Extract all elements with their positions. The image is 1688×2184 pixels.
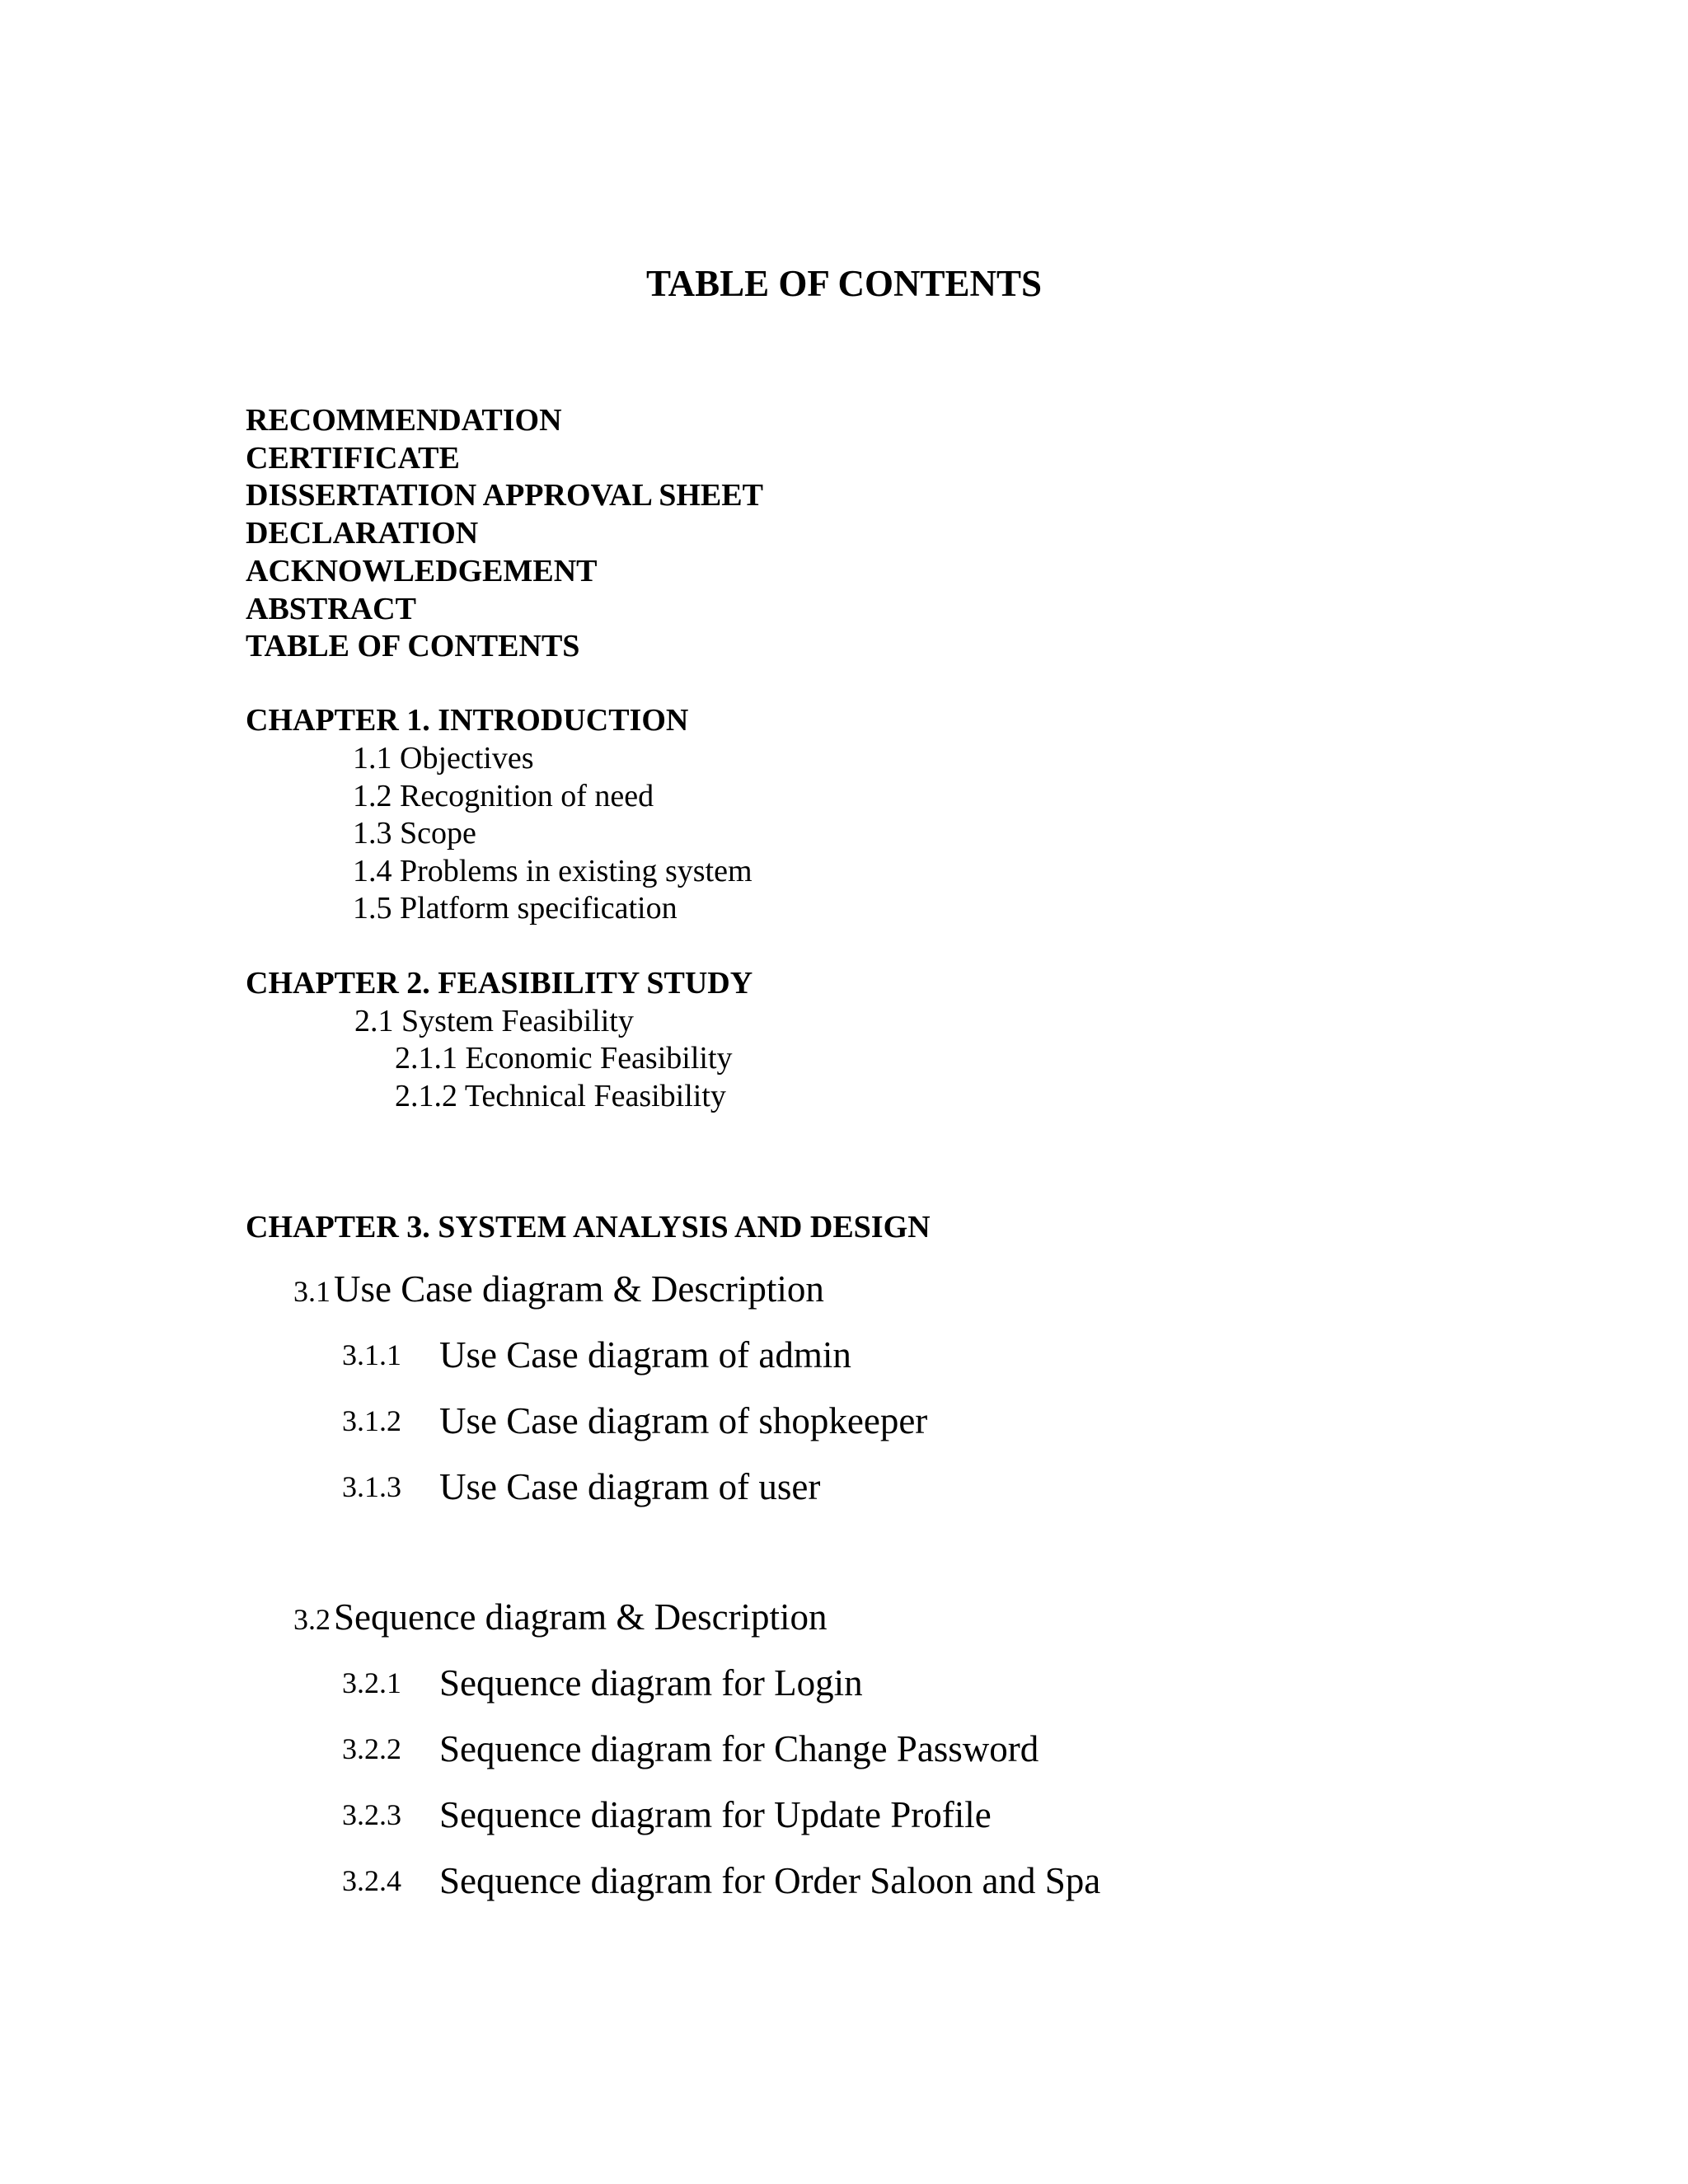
toc-section-3-2 xyxy=(293,1594,828,1649)
item-number: 3.1.2 xyxy=(342,1404,401,1437)
front-matter-declaration: DECLARATION xyxy=(246,516,479,551)
chapter-2-heading: CHAPTER 2. FEASIBILITY STUDY xyxy=(246,966,753,1001)
item-number: 3.2.3 xyxy=(342,1798,401,1831)
item-label: Sequence diagram for Login xyxy=(439,1662,863,1704)
front-matter-abstract: ABSTRACT xyxy=(246,591,416,626)
item-label: Sequence diagram for Update Profile xyxy=(439,1794,992,1835)
front-matter-table-of-contents: TABLE OF CONTENTS xyxy=(246,629,580,664)
section-label: Use Case diagram & Description xyxy=(334,1268,824,1310)
toc-item-3-2-1 xyxy=(342,1660,1249,1706)
item-label: Use Case diagram of user xyxy=(439,1466,821,1507)
item-label: Use Case diagram of admin xyxy=(439,1334,851,1376)
front-matter-acknowledgement: ACKNOWLEDGEMENT xyxy=(246,553,598,588)
toc-item-1-5: 1.5 Platform specification xyxy=(353,891,678,926)
toc-item-3-1-2 xyxy=(342,1398,1166,1444)
toc-item-1-2: 1.2 Recognition of need xyxy=(353,779,654,813)
item-number: 3.2.4 xyxy=(342,1864,401,1897)
front-matter-dissertation-approval-sheet: DISSERTATION APPROVAL SHEET xyxy=(246,478,763,513)
toc-item-3-2-3 xyxy=(342,1792,1249,1838)
front-matter-recommendation: RECOMMENDATION xyxy=(246,403,562,438)
toc-item-2-1-1: 2.1.1 Economic Feasibility xyxy=(395,1041,733,1076)
toc-section-3-1 xyxy=(293,1266,824,1321)
item-number: 3.2.1 xyxy=(342,1666,401,1699)
item-label: Sequence diagram for Change Password xyxy=(439,1728,1039,1769)
section-number: 3.2 xyxy=(293,1603,331,1636)
item-number: 3.1.3 xyxy=(342,1470,401,1503)
front-matter-list xyxy=(246,402,763,666)
item-label: Use Case diagram of shopkeeper xyxy=(439,1400,928,1441)
toc-item-2-1: 2.1 System Feasibility xyxy=(354,1004,634,1038)
toc-item-1-1: 1.1 Objectives xyxy=(353,741,534,776)
front-matter-certificate: CERTIFICATE xyxy=(246,440,460,476)
toc-item-3-2-2 xyxy=(342,1726,1249,1772)
item-number: 3.1.1 xyxy=(342,1338,401,1371)
section-label: Sequence diagram & Description xyxy=(334,1596,828,1638)
toc-item-1-3: 1.3 Scope xyxy=(353,816,476,851)
item-number: 3.2.2 xyxy=(342,1732,401,1765)
chapter-1-heading: CHAPTER 1. INTRODUCTION xyxy=(246,703,689,738)
page-title: TABLE OF CONTENTS xyxy=(645,263,1043,304)
item-label: Sequence diagram for Order Saloon and Spa xyxy=(439,1860,1101,1901)
toc-item-3-1-3 xyxy=(342,1464,1166,1510)
toc-item-2-1-2: 2.1.2 Technical Feasibility xyxy=(395,1079,726,1113)
chapter-3-heading: CHAPTER 3. SYSTEM ANALYSIS AND DESIGN xyxy=(246,1210,931,1244)
toc-item-3-1-1 xyxy=(342,1332,1166,1378)
toc-item-3-2-4 xyxy=(342,1858,1331,1904)
section-number: 3.1 xyxy=(293,1275,331,1308)
toc-item-1-4: 1.4 Problems in existing system xyxy=(353,854,753,888)
